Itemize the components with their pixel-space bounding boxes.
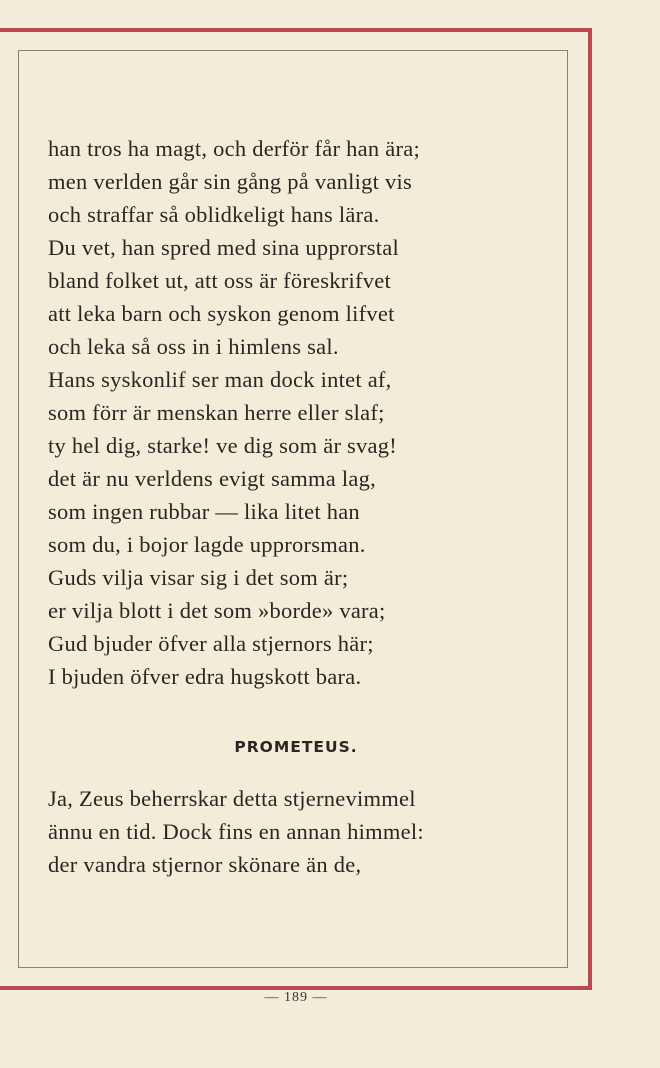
- verse-line: bland folket ut, att oss är föreskrifvet: [48, 268, 392, 293]
- verse-block: [48, 132, 568, 693]
- verse-line: Gud bjuder öfver alla stjernors här;: [48, 631, 374, 656]
- verse-line: ännu en tid. Dock fins en annan himmel:: [48, 819, 424, 844]
- verse-line: I bjuden öfver edra hugskott bara.: [48, 664, 362, 689]
- verse-line: der vandra stjernor skönare än de,: [48, 852, 362, 877]
- page-number: — 189 —: [264, 990, 328, 1005]
- speaker-heading: PROMETEUS.: [234, 738, 358, 756]
- verse-line: Du vet, han spred med sina upprorstal: [48, 235, 400, 260]
- verse-line: Guds vilja visar sig i det som är;: [48, 565, 349, 590]
- verse-line: Ja, Zeus beherrskar detta stjernevimmel: [48, 786, 416, 811]
- verse-line: det är nu verldens evigt samma lag,: [48, 466, 377, 491]
- top-border-rule: [0, 28, 592, 32]
- verse-line: men verlden går sin gång på vanligt vis: [48, 169, 413, 194]
- verse-line: som du, i bojor lagde upprorsman.: [48, 532, 366, 557]
- verse-line: som förr är menskan herre eller slaf;: [48, 400, 385, 425]
- verse-line: ty hel dig, starke! ve dig som är svag!: [48, 433, 398, 458]
- verse-line: Hans syskonlif ser man dock intet af,: [48, 367, 392, 392]
- verse-line: och straffar så oblidkeligt hans lära.: [48, 202, 380, 227]
- verse-line: att leka barn och syskon genom lifvet: [48, 301, 395, 326]
- verse-block-2: [48, 782, 568, 881]
- verse-line: och leka så oss in i himlens sal.: [48, 334, 339, 359]
- verse-line: er vilja blott i det som »borde» vara;: [48, 598, 386, 623]
- verse-line: som ingen rubbar — lika litet han: [48, 499, 360, 524]
- verse-line: han tros ha magt, och derför får han ära;: [48, 136, 420, 161]
- right-border-rule: [588, 28, 592, 990]
